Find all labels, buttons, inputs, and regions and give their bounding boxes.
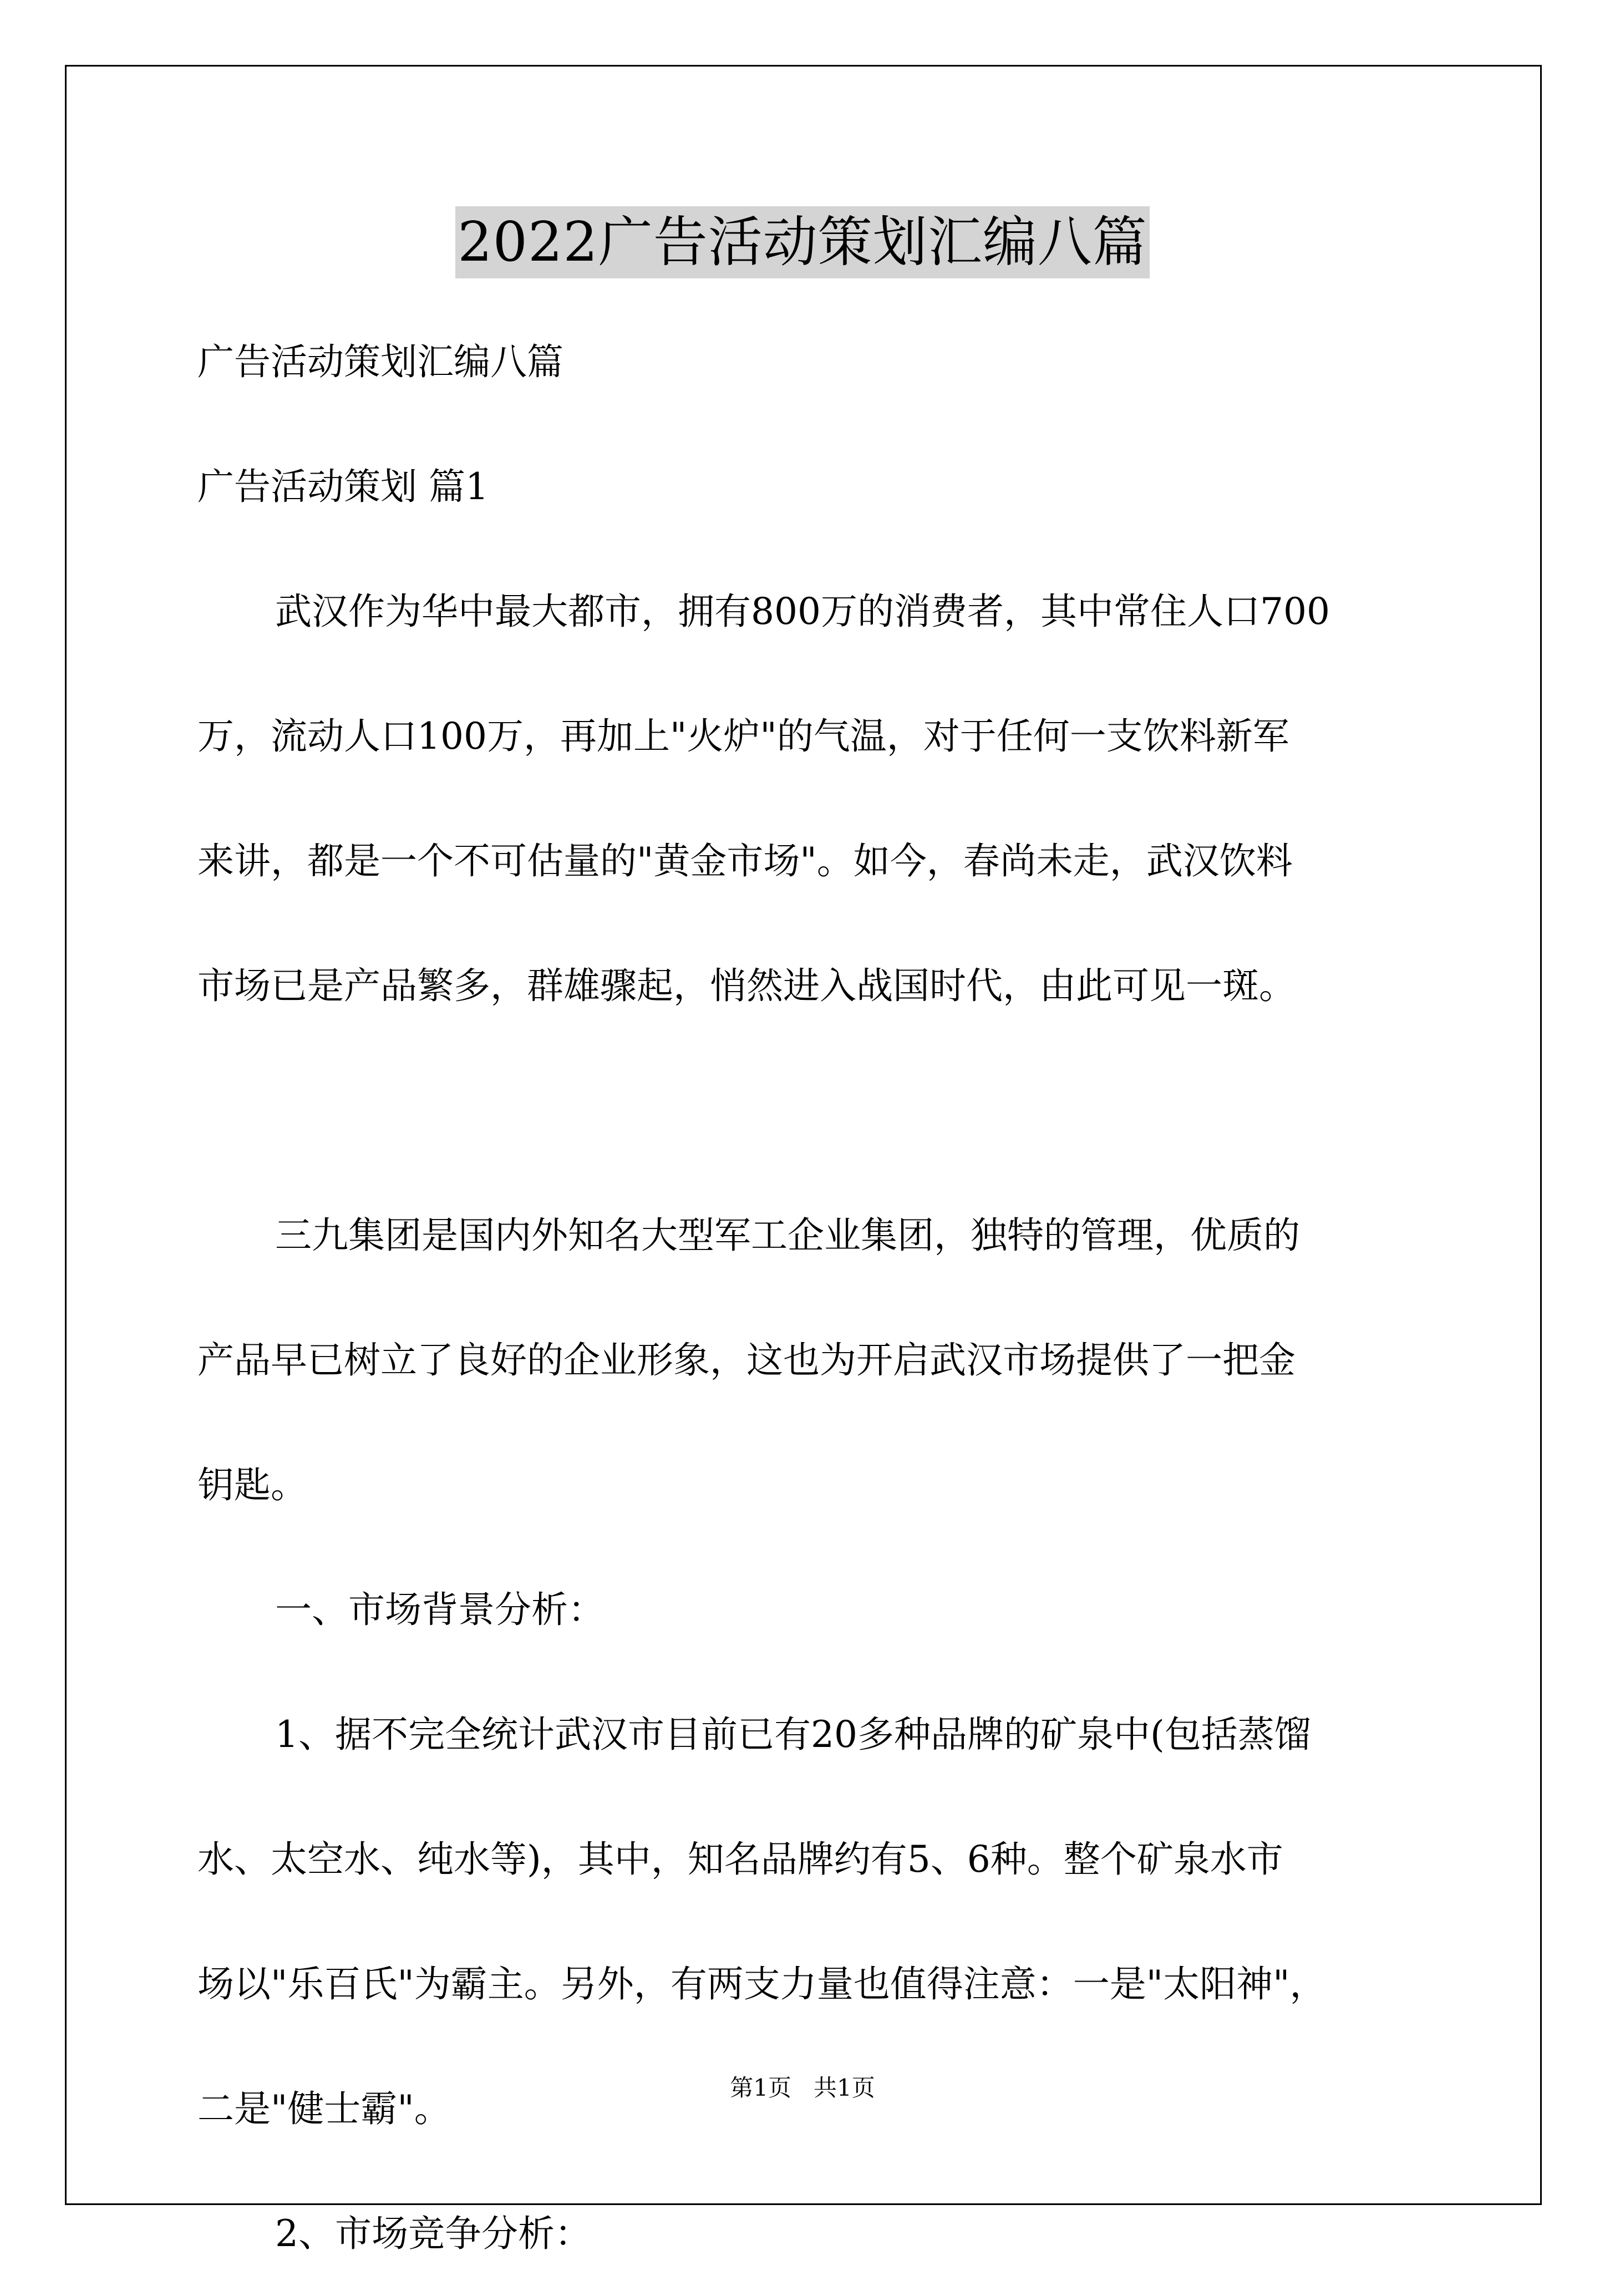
page-footer bbox=[0, 2071, 1605, 2105]
title-container bbox=[0, 206, 1605, 278]
document-title: 2022广告活动策划汇编八篇 bbox=[455, 206, 1149, 278]
body-line: 市场已是产品繁多，群雄骤起，悄然进入战国时代，由此可见一斑。 bbox=[197, 964, 1296, 1007]
body-line: 1、据不完全统计武汉市目前已有20多种品牌的矿泉中(包括蒸馏 bbox=[275, 1713, 1311, 1756]
body-line: 二是"健士霸"。 bbox=[197, 2087, 451, 2130]
section-heading: 广告活动策划 篇1 bbox=[197, 465, 489, 508]
document-body bbox=[197, 299, 1414, 2296]
page-number: 第1页 共1页 bbox=[730, 2074, 875, 2101]
body-line: 来讲，都是一个不可估量的"黄金市场"。如今，春尚未走，武汉饮料 bbox=[197, 840, 1293, 882]
body-line: 产品早已树立了良好的企业形象，这也为开启武汉市场提供了一把金 bbox=[197, 1339, 1296, 1381]
body-line: 水、太空水、纯水等)，其中，知名品牌约有5、6种。整个矿泉水市 bbox=[197, 1838, 1283, 1881]
body-line: 场以"乐百氏"为霸主。另外，有两支力量也值得注意：一是"太阳神"， bbox=[197, 1963, 1327, 2005]
blank-line bbox=[197, 1048, 1414, 1173]
body-line: 三九集团是国内外知名大型军工企业集团，独特的管理，优质的 bbox=[275, 1214, 1300, 1257]
body-line: 万，流动人口100万，再加上"火炉"的气温，对于任何一支饮料新军 bbox=[197, 715, 1289, 758]
subtitle: 广告活动策划汇编八篇 bbox=[197, 341, 563, 383]
section-heading: 一、市场背景分析： bbox=[275, 1588, 605, 1631]
body-line: 钥匙。 bbox=[197, 1464, 307, 1506]
body-line: 武汉作为华中最大都市，拥有800万的消费者，其中常住人口700 bbox=[275, 590, 1330, 633]
section-heading: 2、市场竞争分析： bbox=[275, 2212, 591, 2255]
